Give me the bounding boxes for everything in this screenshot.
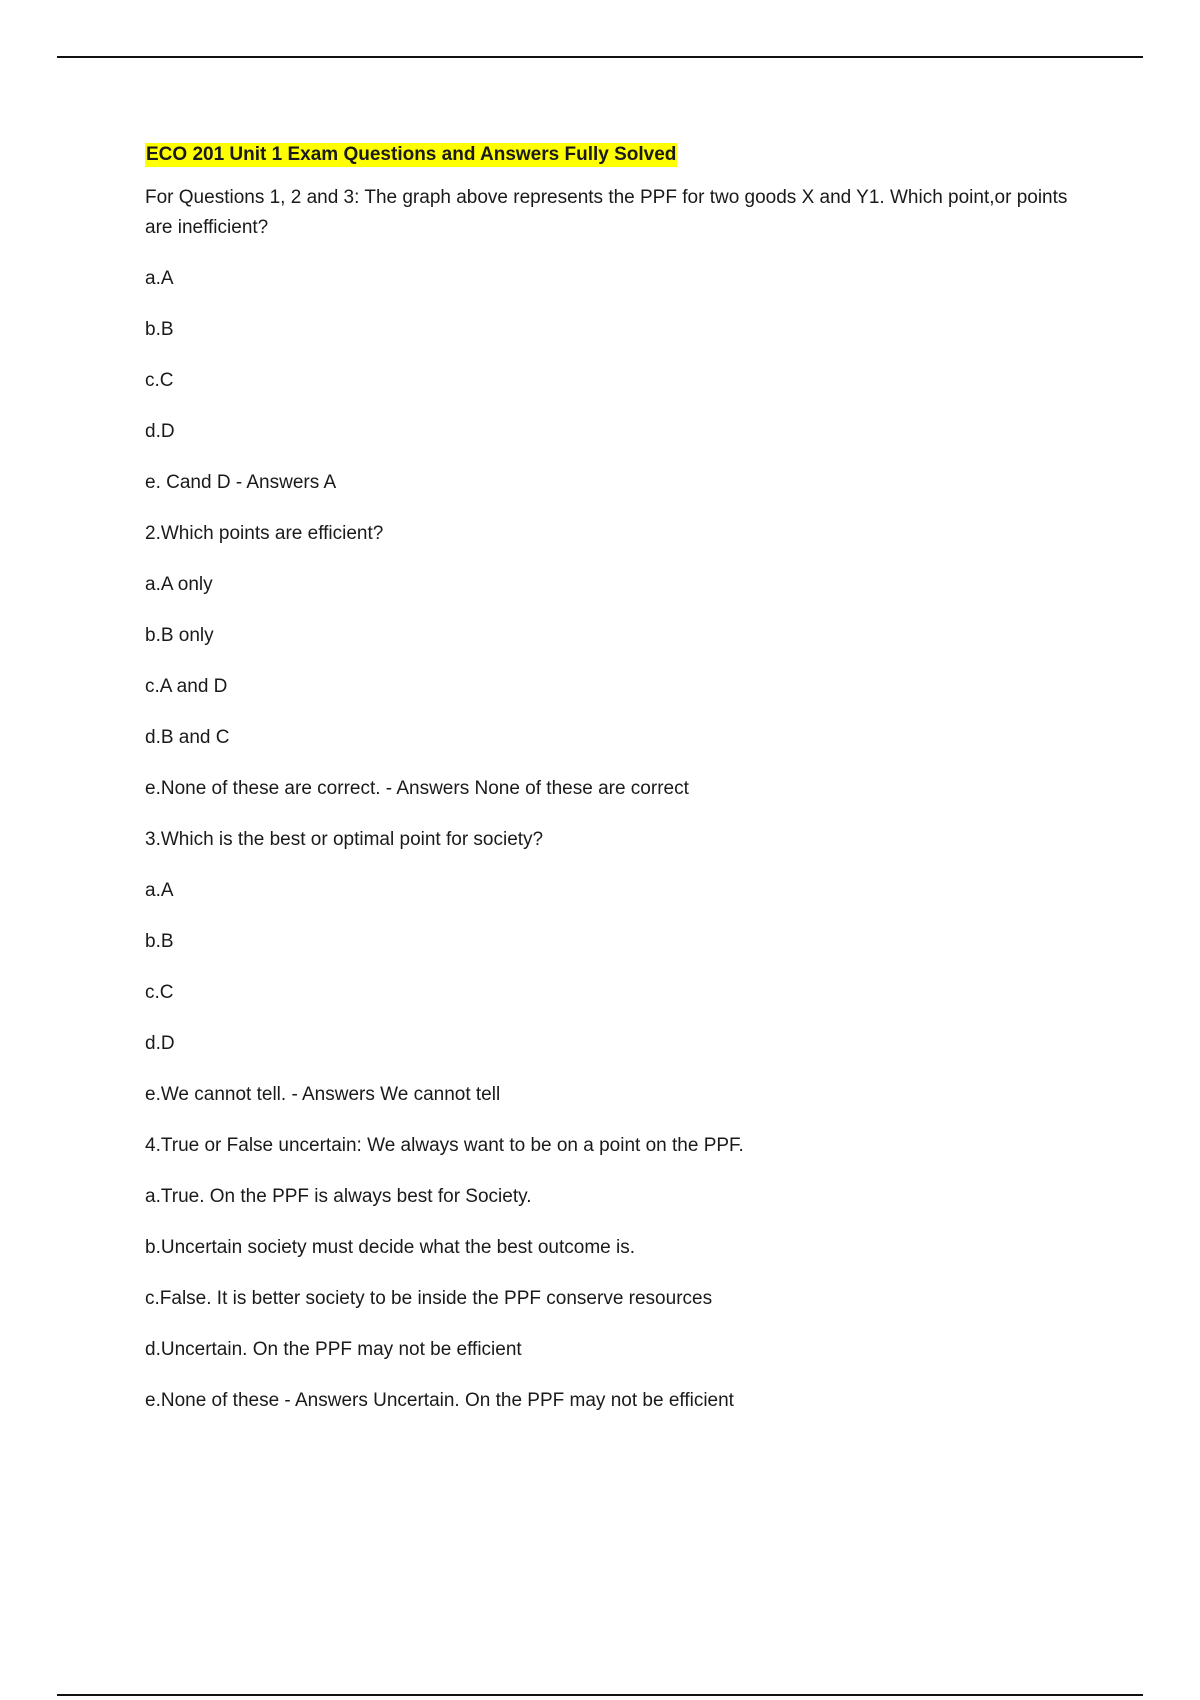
- question-prompt: 3.Which is the best or optimal point for society?: [145, 829, 544, 850]
- answer-option: c.C: [145, 370, 174, 391]
- answer-option: d.D: [145, 1033, 175, 1054]
- question-4: [145, 1131, 1075, 1416]
- question-prompt: For Questions 1, 2 and 3: The graph above represents the PPF for two goods X and Y1. Which point,or points are inefficient?: [145, 187, 1073, 238]
- question-prompt: 4.True or False uncertain: We always want to be on a point on the PPF.: [145, 1135, 744, 1156]
- answer-option: d.D: [145, 421, 175, 442]
- answer-option: e.We cannot tell. - Answers We cannot tell: [145, 1084, 501, 1105]
- question-1: [145, 183, 1075, 498]
- bottom-rule: [57, 1694, 1143, 1696]
- answer-option: b.B: [145, 319, 174, 340]
- answer-option: e. Cand D - Answers A: [145, 472, 337, 493]
- answer-option: b.Uncertain society must decide what the best outcome is.: [145, 1237, 636, 1258]
- answer-option: c.C: [145, 982, 174, 1003]
- answer-option: a.A: [145, 268, 174, 289]
- answer-option: d.B and C: [145, 727, 230, 748]
- answer-option: d.Uncertain. On the PPF may not be efficient: [145, 1339, 522, 1360]
- answer-option: c.False. It is better society to be inside the PPF conserve resources: [145, 1288, 713, 1309]
- question-3: [145, 825, 1075, 1110]
- answer-option: a.A: [145, 880, 174, 901]
- answer-option: b.B: [145, 931, 174, 952]
- answer-option: e.None of these - Answers Uncertain. On the PPF may not be efficient: [145, 1390, 734, 1411]
- answer-option: b.B only: [145, 625, 214, 646]
- answer-option: e.None of these are correct. - Answers None of these are correct: [145, 778, 689, 799]
- top-rule: [57, 56, 1143, 58]
- question-prompt: 2.Which points are efficient?: [145, 523, 384, 544]
- document-title: ECO 201 Unit 1 Exam Questions and Answers Fully Solved: [146, 144, 677, 165]
- answer-option: c.A and D: [145, 676, 228, 697]
- document-body: [145, 143, 1075, 1437]
- answer-option: a.A only: [145, 574, 213, 595]
- question-2: [145, 519, 1075, 804]
- answer-option: a.True. On the PPF is always best for Society.: [145, 1186, 532, 1207]
